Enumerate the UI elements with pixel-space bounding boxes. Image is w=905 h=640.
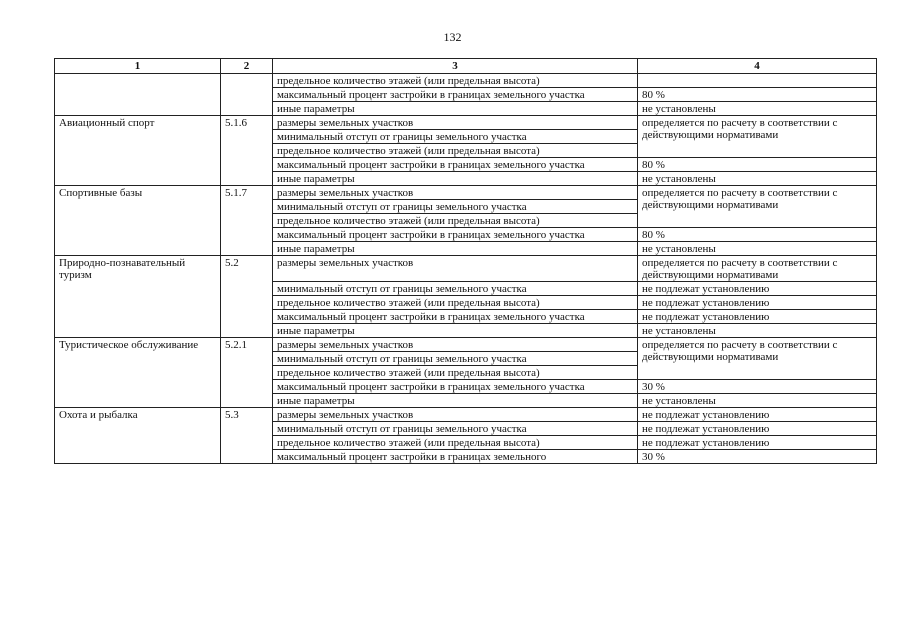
parameter-name: предельное количество этажей (или предельная высота) xyxy=(273,296,638,310)
parameter-value: не установлены xyxy=(638,242,877,256)
parameter-value: не установлены xyxy=(638,394,877,408)
land-use-type: Природно-познавательный туризм xyxy=(55,256,221,338)
parameter-name: иные параметры xyxy=(273,394,638,408)
parameter-name: размеры земельных участков xyxy=(273,186,638,200)
parameter-value: не подлежат установлению xyxy=(638,436,877,450)
parameter-value: 80 % xyxy=(638,158,877,172)
table-row xyxy=(55,338,877,352)
land-use-code: 5.1.6 xyxy=(221,116,273,186)
parameter-value: определяется по расчету в соответствии с действующими нормативами xyxy=(638,338,877,380)
land-use-code: 5.2 xyxy=(221,256,273,338)
table-body xyxy=(55,74,877,464)
parameter-value: не подлежат установлению xyxy=(638,296,877,310)
parameter-name: максимальный процент застройки в границах земельного участка xyxy=(273,380,638,394)
parameter-name: максимальный процент застройки в границах земельного участка xyxy=(273,158,638,172)
header-row xyxy=(55,59,877,74)
parameter-name: максимальный процент застройки в границах земельного участка xyxy=(273,228,638,242)
column-header: 4 xyxy=(638,59,877,74)
parameter-value: определяется по расчету в соответствии с действующими нормативами xyxy=(638,186,877,228)
parameter-name: иные параметры xyxy=(273,102,638,116)
parameter-name: размеры земельных участков xyxy=(273,116,638,130)
land-use-code xyxy=(221,74,273,116)
table-row xyxy=(55,256,877,282)
parameter-name: минимальный отступ от границы земельного участка xyxy=(273,422,638,436)
parameter-name: иные параметры xyxy=(273,324,638,338)
parameter-value: не установлены xyxy=(638,102,877,116)
parameter-value: не подлежат установлению xyxy=(638,310,877,324)
parameter-name: предельное количество этажей (или предельная высота) xyxy=(273,214,638,228)
parameter-value: 30 % xyxy=(638,380,877,394)
parameter-value: 80 % xyxy=(638,228,877,242)
parameter-name: размеры земельных участков xyxy=(273,338,638,352)
parameter-value: определяется по расчету в соответствии с действующими нормативами xyxy=(638,256,877,282)
table-row xyxy=(55,116,877,130)
parameter-name: размеры земельных участков xyxy=(273,256,638,282)
parameter-value: не подлежат установлению xyxy=(638,422,877,436)
parameter-name: предельное количество этажей (или предельная высота) xyxy=(273,144,638,158)
land-use-type: Охота и рыбалка xyxy=(55,408,221,464)
parameter-name: минимальный отступ от границы земельного участка xyxy=(273,200,638,214)
parameter-name: предельное количество этажей (или предельная высота) xyxy=(273,74,638,88)
column-header: 3 xyxy=(273,59,638,74)
page-number: 132 xyxy=(443,30,462,44)
parameter-value: не подлежат установлению xyxy=(638,282,877,296)
parameter-value: не установлены xyxy=(638,324,877,338)
parameter-name: максимальный процент застройки в границах земельного участка xyxy=(273,310,638,324)
parameter-name: максимальный процент застройки в границах земельного участка xyxy=(273,88,638,102)
parameter-name: предельное количество этажей (или предельная высота) xyxy=(273,366,638,380)
land-use-type: Туристическое обслуживание xyxy=(55,338,221,408)
parameter-name: размеры земельных участков xyxy=(273,408,638,422)
parameter-value xyxy=(638,74,877,88)
land-use-type: Спортивные базы xyxy=(55,186,221,256)
column-header: 1 xyxy=(55,59,221,74)
land-use-code: 5.2.1 xyxy=(221,338,273,408)
column-header: 2 xyxy=(221,59,273,74)
table-row xyxy=(55,408,877,422)
parameter-value: 30 % xyxy=(638,450,877,464)
regulations-table xyxy=(54,58,877,464)
parameter-value: определяется по расчету в соответствии с действующими нормативами xyxy=(638,116,877,158)
land-use-code: 5.1.7 xyxy=(221,186,273,256)
table-row xyxy=(55,74,877,88)
parameter-name: минимальный отступ от границы земельного участка xyxy=(273,130,638,144)
parameter-name: иные параметры xyxy=(273,242,638,256)
land-use-type xyxy=(55,74,221,116)
parameter-value: не установлены xyxy=(638,172,877,186)
parameter-name: иные параметры xyxy=(273,172,638,186)
land-use-type: Авиационный спорт xyxy=(55,116,221,186)
parameter-value: не подлежат установлению xyxy=(638,408,877,422)
parameter-name: предельное количество этажей (или предельная высота) xyxy=(273,436,638,450)
parameter-name: минимальный отступ от границы земельного участка xyxy=(273,352,638,366)
land-use-code: 5.3 xyxy=(221,408,273,464)
parameter-name: минимальный отступ от границы земельного участка xyxy=(273,282,638,296)
parameter-value: 80 % xyxy=(638,88,877,102)
table-row xyxy=(55,186,877,200)
parameter-name: максимальный процент застройки в границах земельного xyxy=(273,450,638,464)
